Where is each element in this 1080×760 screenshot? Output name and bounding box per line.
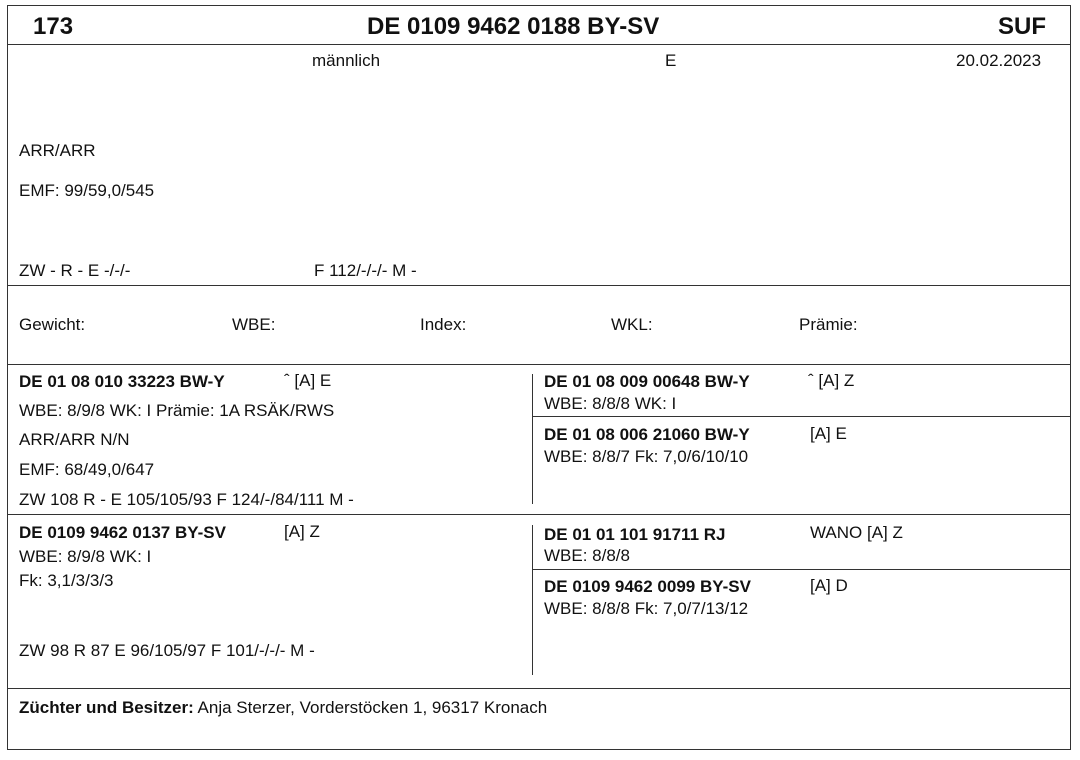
wbe-label: WBE: (232, 315, 276, 334)
sex-label: männlich (312, 51, 381, 70)
mother-sub-divider (533, 569, 1071, 570)
emf-label: EMF: 99/59,0/545 (19, 181, 155, 200)
assessment-divider (7, 364, 1071, 365)
mother-line-3: ZW 98 R 87 E 96/105/97 F 101/-/-/- M - (19, 641, 315, 660)
info-divider (7, 285, 1071, 286)
mother-father-line-1: WBE: 8/8/8 (544, 546, 630, 565)
mother-mother-line-1: WBE: 8/8/8 Fk: 7,0/7/13/12 (544, 599, 749, 618)
footer-divider (7, 688, 1071, 689)
mother-line-1: WBE: 8/9/8 WK: I (19, 547, 152, 566)
header-divider (7, 44, 1071, 45)
f-label: F 112/-/-/- M - (314, 261, 417, 280)
father-sub-divider (533, 416, 1071, 417)
father-mother-divider (7, 514, 1071, 515)
father-id: DE 01 08 010 33223 BW-Y (19, 372, 225, 391)
zw-label: ZW - R - E -/-/- (19, 261, 131, 280)
father-mother-mark: [A] E (810, 424, 847, 443)
father-line-3: EMF: 68/49,0/647 (19, 460, 155, 479)
catalog-number: 173 (33, 13, 74, 40)
mother-father-mark: WANO [A] Z (810, 523, 903, 542)
letter-label: E (665, 51, 677, 70)
breeder-owner (19, 698, 547, 718)
father-mark: ˆ [A] E (284, 371, 332, 390)
father-father-mark: ˆ [A] Z (808, 371, 855, 390)
father-father-line-1: WBE: 8/8/8 WK: I (544, 394, 677, 413)
mother-mother-mark: [A] D (810, 576, 848, 595)
breed-code: SUF (998, 13, 1046, 40)
mother-id: DE 0109 9462 0137 BY-SV (19, 523, 226, 542)
praemie-label: Prämie: (799, 315, 858, 334)
father-mother-id: DE 01 08 006 21060 BW-Y (544, 425, 750, 444)
gewicht-label: Gewicht: (19, 315, 86, 334)
genotype-label: ARR/ARR (19, 141, 96, 160)
father-line-1: WBE: 8/9/8 WK: I Prämie: 1A RSÄK/RWS (19, 401, 335, 420)
wkl-label: WKL: (611, 315, 653, 334)
mother-mother-id: DE 0109 9462 0099 BY-SV (544, 577, 751, 596)
father-father-id: DE 01 08 009 00648 BW-Y (544, 372, 750, 391)
father-mother-line-1: WBE: 8/8/7 Fk: 7,0/6/10/10 (544, 447, 749, 466)
mother-father-id: DE 01 01 101 91711 RJ (544, 525, 726, 544)
father-column-divider (532, 374, 533, 504)
index-label: Index: (420, 315, 467, 334)
breeder-owner-value: Anja Sterzer, Vorderstöcken 1, 96317 Kronach (197, 698, 548, 717)
animal-id: DE 0109 9462 0188 BY-SV (367, 13, 660, 40)
father-line-2: ARR/ARR N/N (19, 430, 130, 449)
mother-column-divider (532, 525, 533, 675)
mother-line-2: Fk: 3,1/3/3/3 (19, 571, 114, 590)
breeder-owner-label: Züchter und Besitzer: (19, 698, 194, 717)
date-label: 20.02.2023 (956, 51, 1042, 70)
mother-mark: [A] Z (284, 522, 320, 541)
father-line-4: ZW 108 R - E 105/105/93 F 124/-/84/111 M - (19, 490, 354, 509)
